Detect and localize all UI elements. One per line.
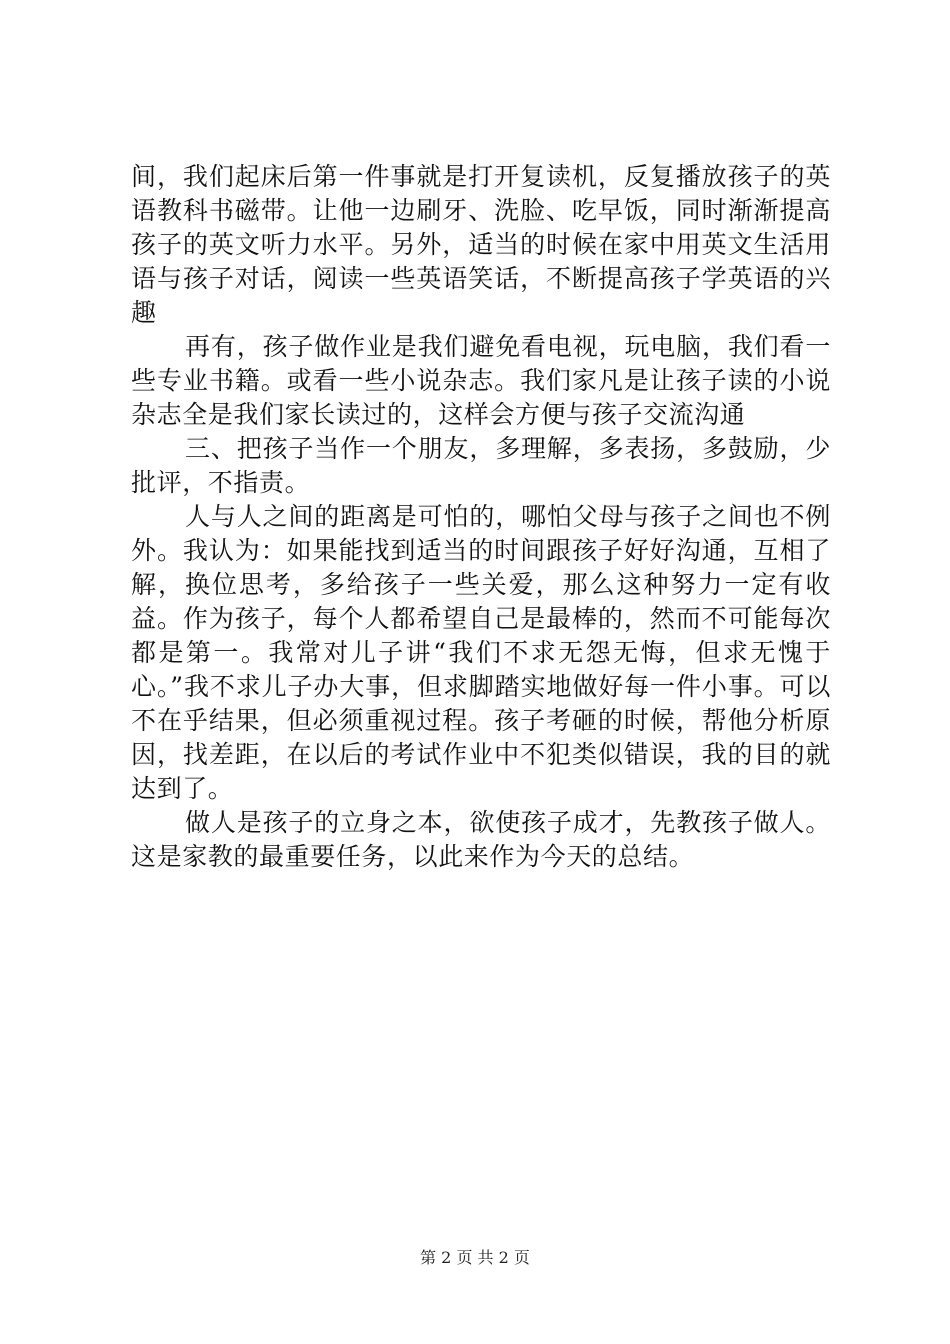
paragraph-communication: 人与人之间的距离是可怕的，哪怕父母与孩子之间也不例外。我认为：如果能找到适当的时间跟孩子好好沟通，互相了解，换位思考，多给孩子一些关爱，那么这种努力一定有收益。作为孩子，每个人都希望自己是最棒的，然而不可能每次都是第一。我常对儿子讲“我们不求无怨无悔，但求无愧于心。”我不求儿子办大事，但求脚踏实地做好每一件小事。可以不在乎结果，但必须重视过程。孩子考砸的时候，帮他分析原因，找差距，在以后的考试作业中不犯类似错误，我的目的就达到了。: [131, 502, 831, 803]
document-body: [131, 160, 831, 874]
paragraph-homework: 再有，孩子做作业是我们避免看电视，玩电脑，我们看一些专业书籍。或看一些小说杂志。我们家凡是让孩子读的小说杂志全是我们家长读过的，这样会方便与孩子交流沟通: [131, 332, 831, 429]
paragraph-conclusion: 做人是孩子的立身之本，欲使孩子成才，先教孩子做人。这是家教的最重要任务，以此来作为今天的总结。: [131, 808, 831, 871]
page-footer: 第 2 页 共 2 页: [420, 1248, 530, 1267]
paragraph-continuation: 间，我们起床后第一件事就是打开复读机，反复播放孩子的英语教科书磁带。让他一边刷牙、洗脸、吃早饭，同时渐渐提高孩子的英文听力水平。另外，适当的时候在家中用英文生活用语与孩子对话，阅读一些英语笑话，不断提高孩子学英语的兴趣: [131, 162, 831, 327]
paragraph-section-three-heading: 三、把孩子当作一个朋友，多理解，多表扬，多鼓励，少批评，不指责。: [131, 434, 831, 497]
